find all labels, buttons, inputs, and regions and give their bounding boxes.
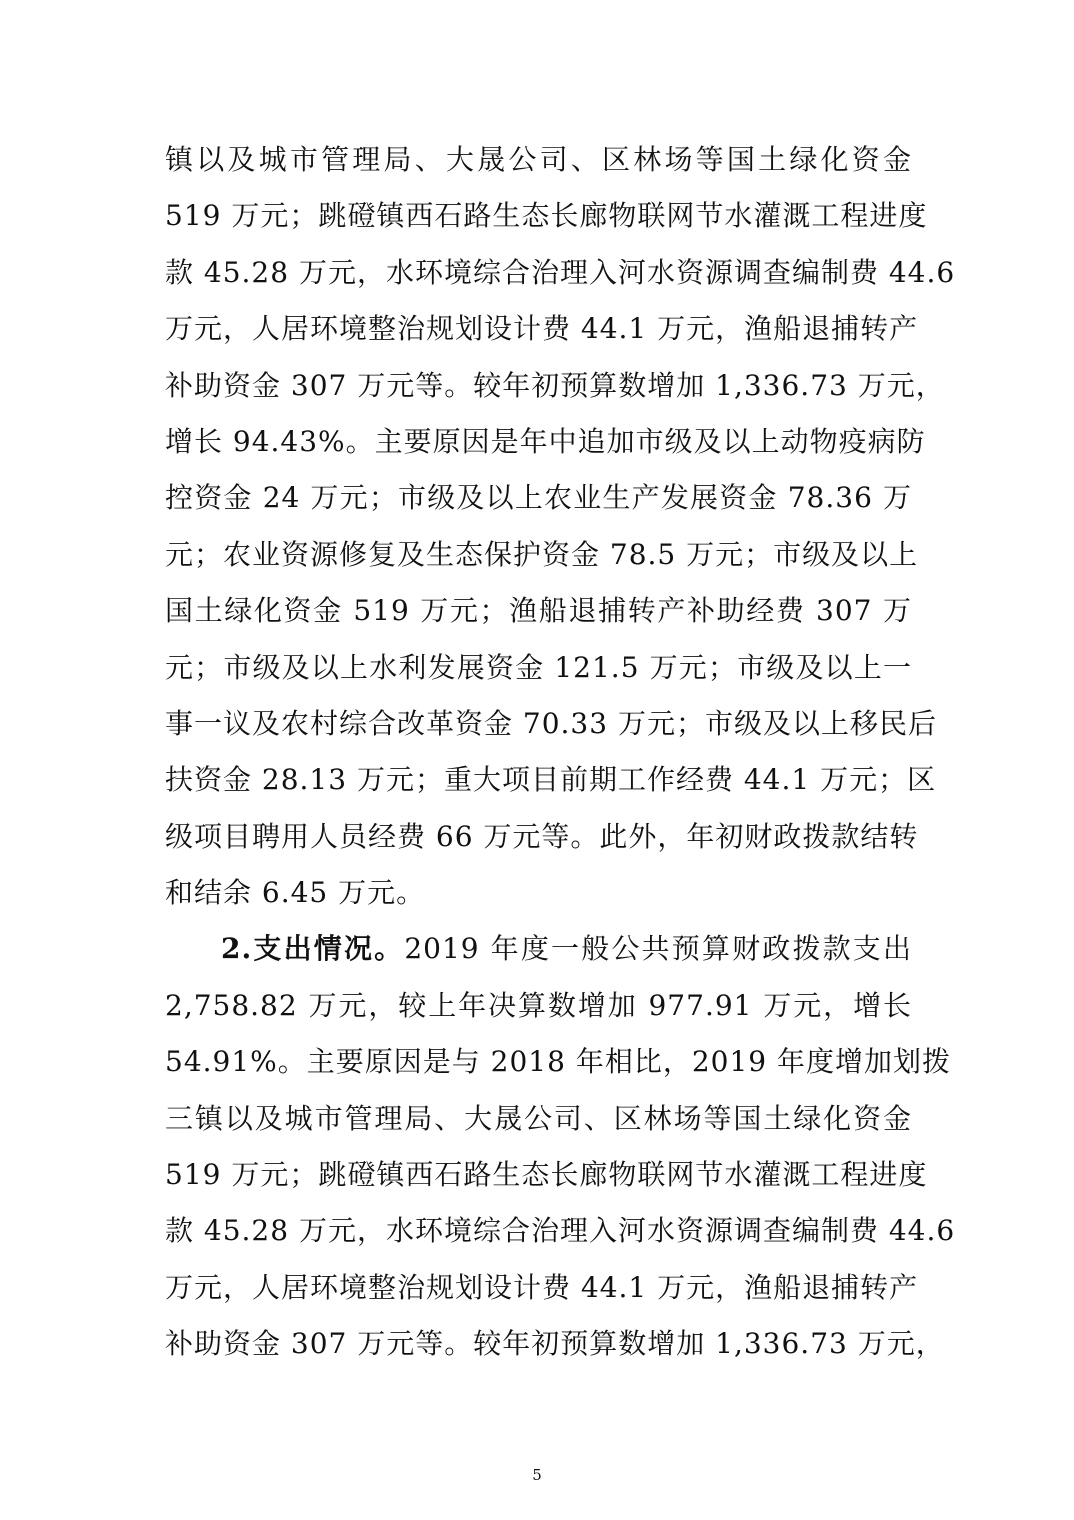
- text-line: 元；农业资源修复及生态保护资金 78.5 万元；市级及以上: [165, 537, 919, 571]
- text-line: 519 万元；跳磴镇西石路生态长廊物联网节水灌溉工程进度: [165, 199, 928, 233]
- text-line: 款 45.28 万元，水环境综合治理入河水资源调查编制费 44.6: [165, 255, 956, 289]
- text-line: 款 45.28 万元，水环境综合治理入河水资源调查编制费 44.6: [165, 1214, 956, 1248]
- text-line: 2,758.82 万元，较上年决算数增加 977.91 万元，增长: [165, 988, 912, 1022]
- text-line: 镇以及城市管理局、大晟公司、区林场等国土绿化资金: [165, 143, 912, 176]
- text-line: 三镇以及城市管理局、大晟公司、区林场等国土绿化资金: [165, 1101, 912, 1135]
- text-line: 万元，人居环境整治规划设计费 44.1 万元，渔船退捕转产: [165, 1270, 919, 1304]
- text-line: 519 万元；跳磴镇西石路生态长廊物联网节水灌溉工程进度: [165, 1158, 928, 1192]
- paragraph-income: [165, 138, 956, 927]
- text-line: 事一议及农村综合改革资金 70.33 万元；市级及以上移民后: [165, 706, 937, 740]
- page-number: 5: [532, 1466, 542, 1484]
- text-span: 2019 年度一般公共预算财政拨款支出: [404, 932, 912, 966]
- document-body: [165, 138, 956, 1379]
- text-line: 和结余 6.45 万元。: [165, 876, 426, 910]
- paragraph-expenditure: [165, 927, 956, 1378]
- text-line: 级项目聘用人员经费 66 万元等。此外，年初财政拨款结转: [165, 819, 919, 853]
- text-line: 扶资金 28.13 万元；重大项目前期工作经费 44.1 万元；区: [165, 763, 937, 797]
- text-line: 增长 94.43%。主要原因是年中追加市级及以上动物疫病防: [165, 424, 926, 458]
- text-line: 54.91%。主要原因是与 2018 年相比，2019 年度增加划拨: [165, 1045, 951, 1079]
- text-line: 控资金 24 万元；市级及以上农业生产发展资金 78.36 万: [165, 481, 912, 515]
- section-heading: 2.支出情况。: [221, 932, 405, 966]
- text-line: [165, 927, 912, 983]
- text-line: 国土绿化资金 519 万元；渔船退捕转产补助经费 307 万: [165, 594, 912, 628]
- text-line: 万元，人居环境整治规划设计费 44.1 万元，渔船退捕转产: [165, 312, 919, 346]
- text-line: 补助资金 307 万元等。较年初预算数增加 1,336.73 万元，: [165, 368, 945, 402]
- text-line: 元；市级及以上水利发展资金 121.5 万元；市级及以上一: [165, 650, 912, 684]
- text-line: 补助资金 307 万元等。较年初预算数增加 1,336.73 万元，: [165, 1327, 945, 1361]
